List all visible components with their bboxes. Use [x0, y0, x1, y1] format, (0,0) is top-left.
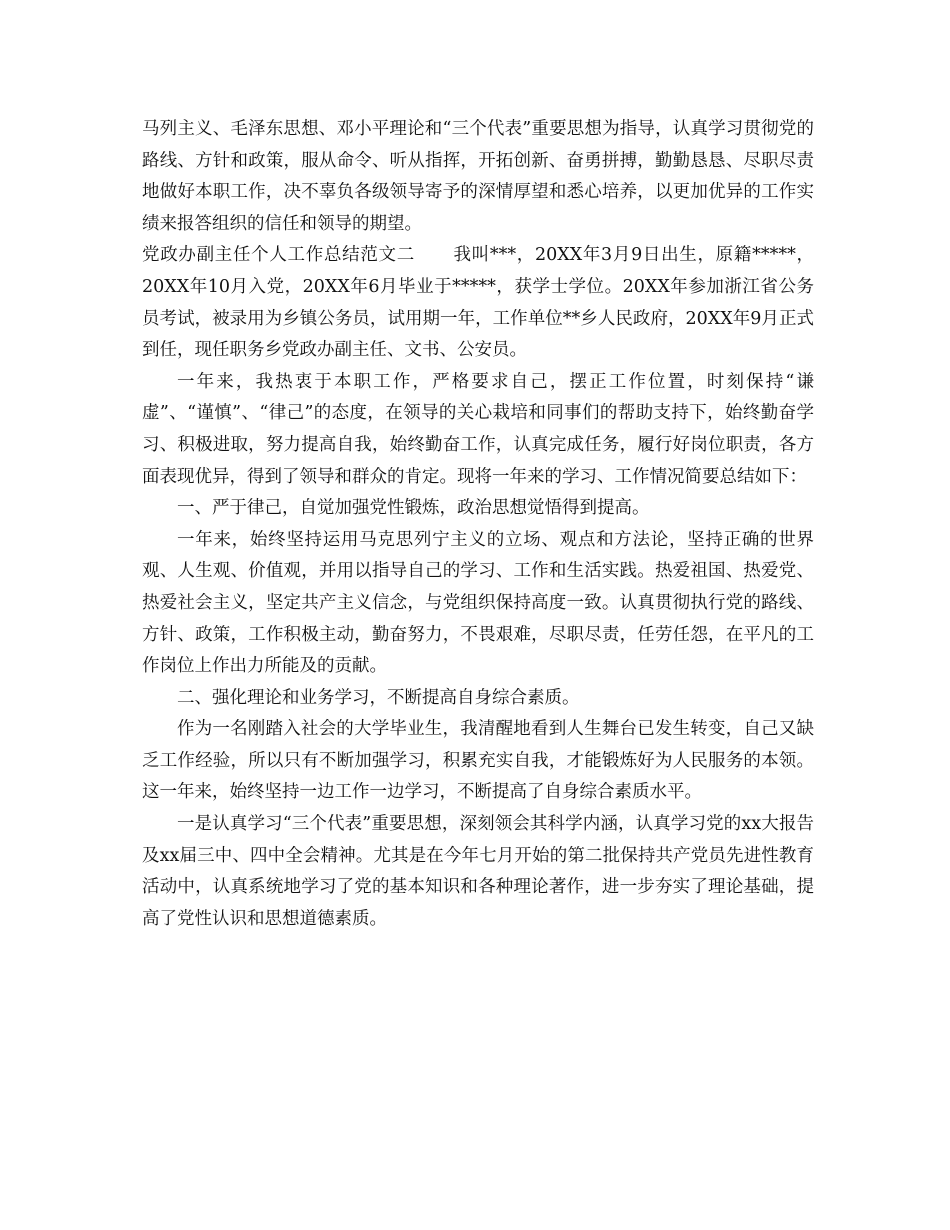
paragraph-section-one: 一年来，始终坚持运用马克思列宁主义的立场、观点和方法论，坚持正确的世界观、人生观、价值观，并用以指导自己的学习、工作和生活实践。热爱祖国、热爱党、热爱社会主义，坚定共产主义信念，与党组织保持高度一致。认真贯彻执行党的路线、方针、政策，工作积极主动，勤奋努力，不畏艰难，尽职尽责，任劳任怨，在平凡的工作岗位上作出力所能及的贡献。 [142, 529, 814, 677]
document-body [142, 114, 814, 935]
heading-section-one: 一、严于律己，自觉加强党性锻炼，政治思想觉悟得到提高。 [177, 498, 650, 519]
paragraph-intro: 马列主义、毛泽东思想、邓小平理论和“三个代表”重要思想为指导，认真学习贯彻党的路线、方针和政策，服从命令、听从指挥，开拓创新、奋勇拼搏，勤勤恳恳、尽职尽责地做好本职工作，决不辜负各级领导寄予的深情厚望和悉心培养，以更加优异的工作实绩来报答组织的信任和领导的期望。 [142, 119, 814, 234]
paragraph-personal-info [142, 240, 814, 366]
paragraph-personal-info-text: 我叫***，20XX年3月9日出生，原籍*****，20XX年10月入党，20XX年6月毕业于*****，获学士学位。20XX年参加浙江省公务员考试，被录用为乡镇公务员，试用期一年，工作单位**乡人民政府，20XX年9月正式到任，现任职务乡党政办副主任、文书、公安员。 [142, 245, 815, 361]
paragraph-section-two: 作为一名刚踏入社会的大学毕业生，我清醒地看到人生舞台已发生转变，自己又缺乏工作经验，所以只有不断加强学习，积累充实自我，才能锻炼好为人民服务的本领。这一年来，始终坚持一边工作一边学习，不断提高了自身综合素质水平。 [142, 719, 814, 803]
paragraph-study-one: 一是认真学习“三个代表”重要思想，深刻领会其科学内涵，认真学习党的xx大报告及xx届三中、四中全会精神。尤其是在今年七月开始的第二批保持共产党员先进性教育活动中，认真系统地学习了党的基本知识和各种理论著作，进一步夯实了理论基础，提高了党性认识和思想道德素质。 [142, 814, 814, 929]
paragraph-overview: 一年来，我热衷于本职工作，严格要求自己，摆正工作位置，时刻保持“谦虚”、“谨慎”、“律己”的态度，在领导的关心栽培和同事们的帮助支持下，始终勤奋学习、积极进取，努力提高自我，始终勤奋工作，认真完成任务，履行好岗位职责，各方面表现优异，得到了领导和群众的肯定。现将一年来的学习、工作情况简要总结如下： [142, 371, 814, 487]
heading-section-two: 二、强化理论和业务学习，不断提高自身综合素质。 [177, 687, 580, 708]
section-title: 党政办副主任个人工作总结范文二 [142, 245, 415, 266]
